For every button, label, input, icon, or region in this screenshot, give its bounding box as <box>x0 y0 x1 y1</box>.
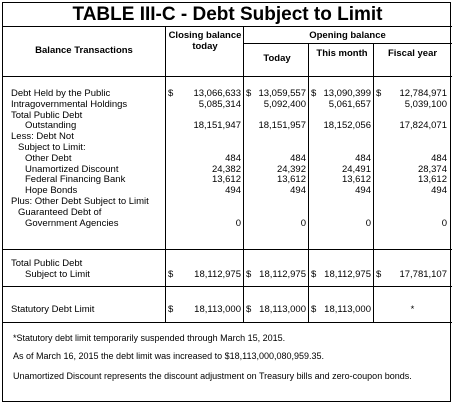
divider <box>3 249 452 250</box>
row-label: Government Agencies <box>25 217 119 229</box>
dollar-sign: $ <box>168 269 174 280</box>
divider <box>3 286 452 287</box>
row-value: 5,085,314 <box>198 98 241 110</box>
statutory-month: 18,113,000 <box>324 304 371 315</box>
divider <box>243 27 244 322</box>
dollar-sign: $ <box>376 88 382 99</box>
row-value: 13,066,633 <box>193 88 241 99</box>
row-value: 13,612 <box>417 174 447 186</box>
statutory-fiscal: * <box>410 304 415 315</box>
row-label: Less: Debt Not <box>11 131 74 143</box>
row-value: 24,392 <box>276 163 306 175</box>
row-value: 24,382 <box>211 163 241 175</box>
footnote: As of March 16, 2015 the debt limit was increased to $18,113,000,080,959.35. <box>13 351 325 361</box>
dollar-sign: $ <box>311 304 317 315</box>
row-value: 13,059,557 <box>258 88 306 99</box>
header-fiscal-year: Fiscal year <box>387 48 438 59</box>
total-limit-month: 18,112,975 <box>324 269 371 280</box>
total-limit-fiscal: 17,781,107 <box>399 269 447 280</box>
row-value: 484 <box>431 152 447 164</box>
divider <box>165 27 166 322</box>
footnote: Unamortized Discount represents the discount adjustment on Treasury bills and zero-coupon bonds. <box>13 371 412 381</box>
row-label: Debt Held by the Public <box>11 88 111 99</box>
row-value: 5,061,657 <box>328 98 371 110</box>
statutory-today: 18,113,000 <box>259 304 306 315</box>
row-value: 5,092,400 <box>263 98 306 110</box>
row-value: 484 <box>225 152 241 164</box>
row-label: Intragovernmental Holdings <box>11 98 128 110</box>
header-balance-transactions: Balance Transactions <box>35 45 133 56</box>
header-closing-balance-today: Closing balance today <box>168 30 242 52</box>
row-value: 484 <box>355 152 371 164</box>
divider <box>3 76 452 77</box>
total-limit-today: 18,112,975 <box>259 269 306 280</box>
row-value: 5,039,100 <box>404 98 447 110</box>
row-label: Other Debt <box>25 152 72 164</box>
row-value: 17,824,071 <box>399 120 447 132</box>
total-limit-closing: 18,112,975 <box>194 269 241 280</box>
row-label: Guaranteed Debt of <box>18 206 102 218</box>
row-label: Outstanding <box>25 120 77 132</box>
row-value: 13,612 <box>276 174 306 186</box>
row-value: 18,151,957 <box>258 120 306 132</box>
total-limit-label-2: Subject to Limit <box>25 269 90 280</box>
row-value: 494 <box>225 185 241 197</box>
row-value: 494 <box>431 185 447 197</box>
row-value: 12,784,971 <box>399 88 447 99</box>
row-value: 494 <box>290 185 306 197</box>
dollar-sign: $ <box>168 304 174 315</box>
row-value: 0 <box>300 217 306 229</box>
row-value: 13,612 <box>211 174 241 186</box>
divider <box>308 43 309 322</box>
row-value: 0 <box>235 217 241 229</box>
divider <box>3 322 452 323</box>
footnote: *Statutory debt limit temporarily suspended through March 15, 2015. <box>13 333 286 343</box>
row-value: 0 <box>365 217 371 229</box>
dollar-sign: $ <box>246 304 252 315</box>
row-value: 24,491 <box>341 163 371 175</box>
header-today: Today <box>263 53 291 64</box>
table-title: TABLE III-C - Debt Subject to Limit <box>3 3 452 27</box>
statutory-closing: 18,113,000 <box>194 304 241 315</box>
dollar-sign: $ <box>311 88 317 99</box>
row-value: 28,374 <box>417 163 447 175</box>
divider <box>243 43 452 44</box>
total-limit-label-1: Total Public Debt <box>11 258 83 269</box>
row-label: Federal Financing Bank <box>25 174 126 186</box>
header-opening-balance: Opening balance <box>309 30 386 41</box>
row-label: Hope Bonds <box>25 185 78 197</box>
row-value: 13,612 <box>341 174 371 186</box>
row-label: Subject to Limit: <box>18 142 86 153</box>
row-value: 484 <box>290 152 306 164</box>
row-label: Total Public Debt <box>11 109 83 121</box>
debt-table <box>2 2 451 402</box>
dollar-sign: $ <box>376 269 382 280</box>
row-value: 494 <box>355 185 371 197</box>
row-label: Unamortized Discount <box>25 163 119 175</box>
statutory-label: Statutory Debt Limit <box>11 304 95 315</box>
header-this-month: This month <box>316 48 368 59</box>
dollar-sign: $ <box>311 269 317 280</box>
dollar-sign: $ <box>246 88 252 99</box>
divider <box>373 43 374 322</box>
row-label: Plus: Other Debt Subject to Limit <box>11 196 149 207</box>
row-value: 13,090,399 <box>323 88 371 99</box>
row-value: 18,152,056 <box>323 120 371 132</box>
row-value: 0 <box>441 217 447 229</box>
dollar-sign: $ <box>168 88 174 99</box>
dollar-sign: $ <box>246 269 252 280</box>
row-value: 18,151,947 <box>193 120 241 132</box>
